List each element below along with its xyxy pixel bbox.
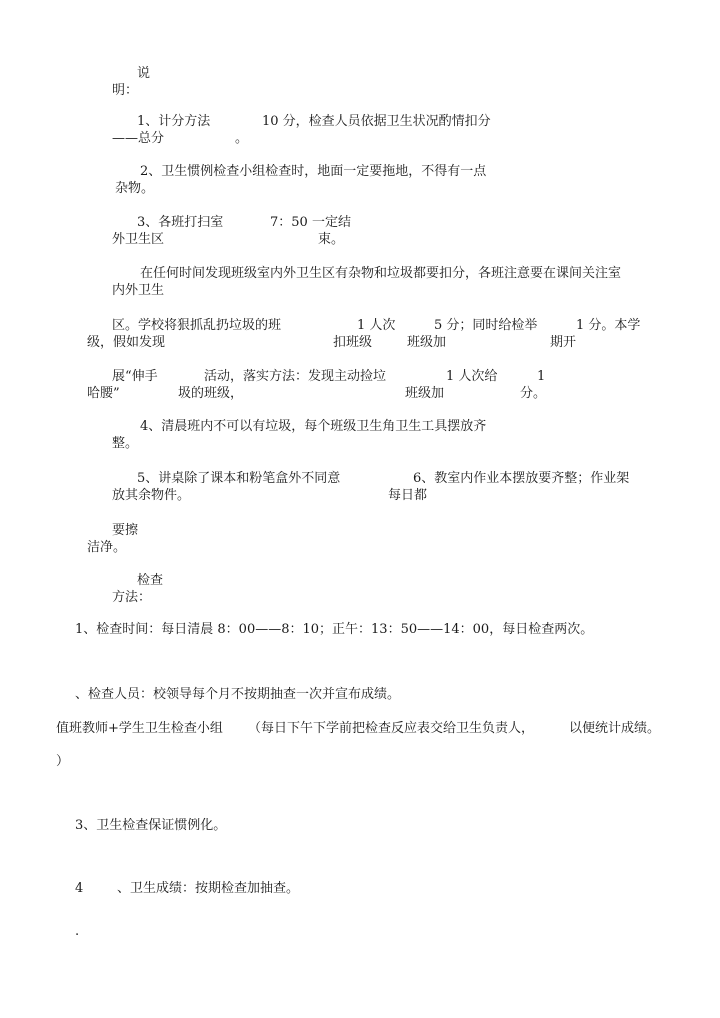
para2-line1-d: 1 分。本学	[576, 318, 641, 333]
method-heading-line1: 检查	[137, 573, 164, 588]
item3-line1-b: 7：50 一定结	[270, 215, 351, 230]
para2-line2-c: 班级加	[407, 335, 447, 350]
method-item-2b-a: 值班教师+学生卫生检查小组	[56, 721, 223, 736]
para3-line1-a: 展“伸手	[112, 369, 158, 384]
para2-line2-d: 期开	[550, 335, 577, 350]
method-item-2: 、检查人员：校领导每个月不按期抽查一次并宣布成绩。	[75, 687, 401, 702]
item5-line1-b: 6、教室内作业本摆放要齐整；作业架	[413, 471, 630, 486]
method-item-2b-b: （每日下午下学前把检查反应表交给卫生负责人，	[248, 721, 535, 736]
item4-line2: 整。	[112, 436, 139, 451]
para1-line1: 在任何时间发现班级室内外卫生区有杂物和垃圾都要扣分，各班注意要在课间关注室	[140, 266, 622, 281]
para3-line1-b: 活动，落实方法：发现主动捡垃	[204, 369, 387, 384]
item5-line1-a: 5、讲桌除了课本和粉笔盒外不同意	[137, 471, 341, 486]
method-item-2c: ）	[56, 754, 70, 769]
item1-line2-end: 。	[235, 131, 249, 146]
para2-line1-a: 区。学校将狠抓乱扔垃圾的班	[112, 318, 282, 333]
para2-line1-b: 1 人次	[357, 318, 396, 333]
method-item-1: 1、检查时间：每日清晨 8：00——8：10；正午：13：50——14：00，每日检查两次。	[75, 622, 594, 637]
method-item-2b-c: 以便统计成绩。	[569, 721, 661, 736]
item4-line1: 4、清晨班内不可以有垃圾，每个班级卫生角卫生工具摆放齐	[140, 419, 487, 434]
explanation-heading-char2: 明：	[112, 83, 139, 98]
explanation-heading-char1: 说	[137, 66, 151, 81]
item5-line2-a: 放其余物件。	[112, 488, 191, 503]
para3-line1-c: 1 人次给	[446, 369, 498, 384]
para2-line1-c: 5 分；同时给检举	[434, 318, 538, 333]
item3-line1-a: 3、各班打扫室	[137, 215, 224, 230]
para3-line1-d: 1	[537, 369, 546, 384]
para3-line2-c: 班级加	[405, 386, 445, 401]
item2-line2: 杂物。	[115, 181, 155, 196]
item2-line1: 2、卫生惯例检查小组检查时，地面一定要拖地，不得有一点	[140, 164, 487, 179]
method-item-4-text: 、卫生成绩：按期检查加抽查。	[117, 881, 300, 896]
para1-line2: 内外卫生	[112, 283, 165, 298]
para3-line2-d: 分。	[520, 386, 547, 401]
item1-line1-b: 10 分，检查人员依据卫生状况酌情扣分	[262, 114, 491, 129]
para2-line2-a: 级，假如发现	[87, 335, 166, 350]
para3-line2-a: 哈腰”	[87, 386, 120, 401]
item6-line1: 要擦	[112, 523, 139, 538]
item6-line2: 洁净。	[87, 540, 127, 555]
item1-line1-a: 1、计分方法	[137, 114, 211, 129]
item3-line2-a: 外卫生区	[112, 232, 165, 247]
method-item-3: 3、卫生检查保证惯例化。	[75, 818, 227, 833]
method-item-4-num: 4	[75, 881, 84, 896]
para3-line2-b: 圾的班级，	[178, 386, 244, 401]
end-dot: .	[75, 924, 80, 939]
para2-line2-b: 扣班级	[333, 335, 373, 350]
item5-line2-b: 每日都	[388, 488, 428, 503]
item1-line2: ——总分	[112, 131, 165, 146]
method-heading-line2: 方法：	[112, 590, 152, 605]
item3-line2-b: 束。	[318, 232, 345, 247]
